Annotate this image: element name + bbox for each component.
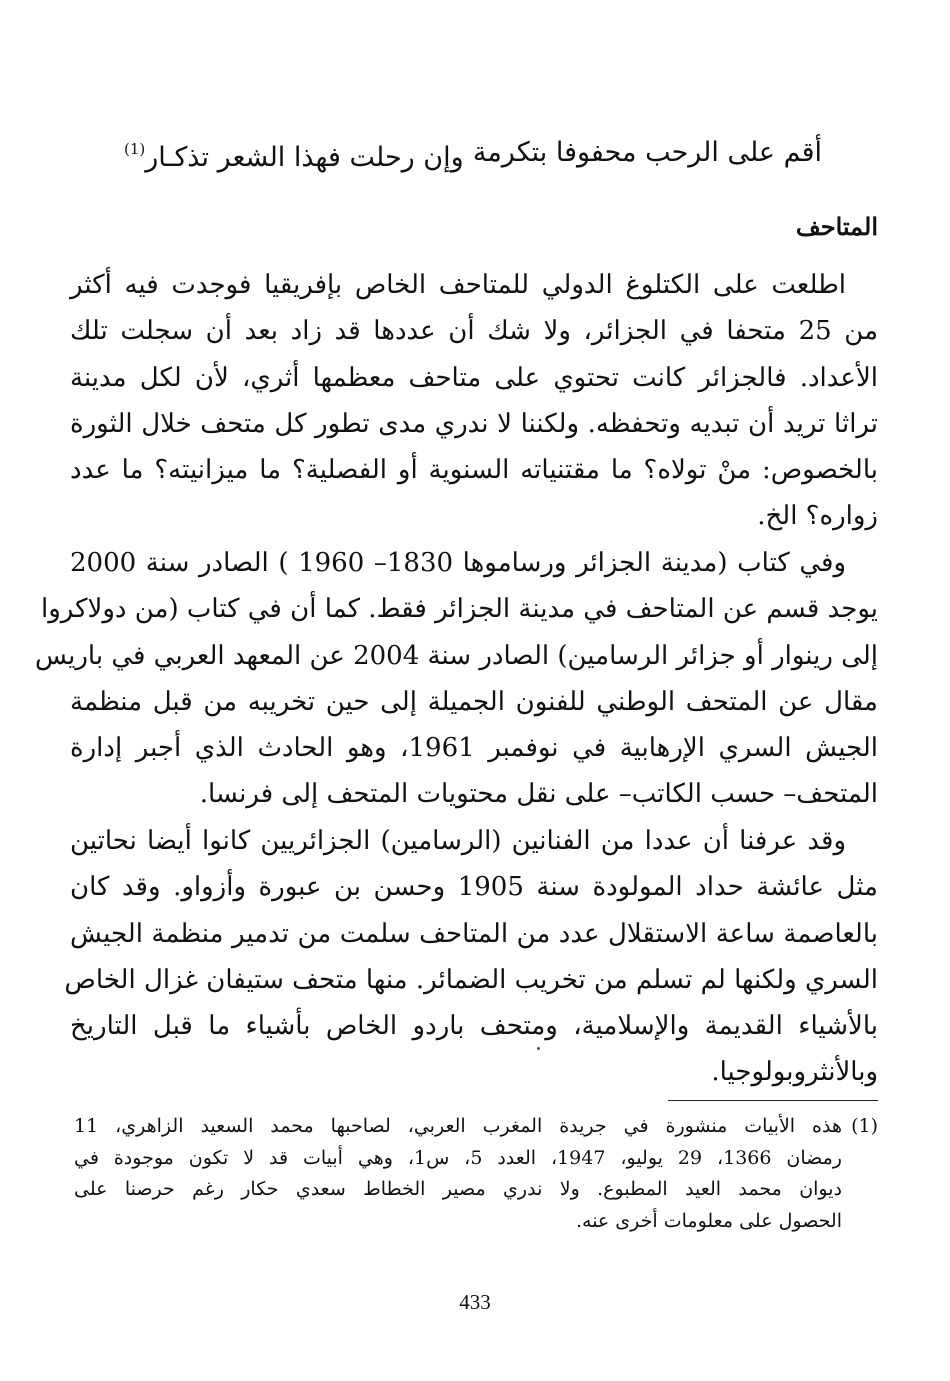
body-paragraph bbox=[64, 818, 878, 1096]
paragraph-line: يوجد قسم عن المتاحف في مدينة الجزائر فقط. كما أن في كتاب (من دولاكروا bbox=[41, 594, 878, 625]
footnote-reference: (1) bbox=[124, 139, 146, 158]
footnote-line: هذه الأبيات منشورة في جريدة المغرب العربي، لصاحبها محمد السعيد الزاهري، 11 bbox=[74, 1115, 842, 1137]
body-paragraph bbox=[34, 540, 879, 818]
footnote-body bbox=[74, 1111, 842, 1237]
paragraph-line: بالعاصمة ساعة الاستقلال عدد من المتاحف سلمت من تدمير منظمة الجيش bbox=[70, 918, 878, 949]
verse-second-hemistich-text: وإن رحلت فهذا الشعر تذكـار bbox=[145, 141, 464, 173]
paragraph-line: وقد عرفنا أن عددا من الفنانين (الرسامين) الجزائريين كانوا أيضا نحاتين bbox=[70, 826, 846, 856]
paragraph-line: المتحف– حسب الكاتب– على نقل محتويات المتحف إلى فرنسا. bbox=[199, 779, 878, 810]
paragraph-line: إلى رينوار أو جزائر الرسامين) الصادر سنة 2004 عن المعهد العربي في باريس bbox=[34, 640, 878, 671]
footnote-line: ديوان محمد العيد المطبوع. ولا ندري مصير الخطاط سعدي حكار رغم حرصنا على bbox=[74, 1178, 842, 1200]
footnote-separator bbox=[668, 1100, 878, 1101]
paragraph-line: مثل عائشة حداد المولودة سنة 1905 وحسن بن عبورة وأزواو. وقد كان bbox=[70, 872, 878, 903]
footnote-line: رمضان 1366، 29 يوليو، 1947، العدد 5، س1، وهي أبيات قد لا تكون موجودة في bbox=[74, 1146, 842, 1169]
poem-verse bbox=[122, 128, 822, 178]
paragraph-line: وفي كتاب (مدينة الجزائر ورساموها 1830– 1960 ) الصادر سنة 2000 bbox=[70, 548, 847, 578]
verse-first-hemistich: أقم على الرحب محفوفا بتكرمة bbox=[472, 137, 822, 168]
footnote-marker: (1) bbox=[851, 1115, 878, 1137]
paragraph-line: وبالأنثروبولوجيا. bbox=[711, 1057, 878, 1088]
body-paragraph bbox=[70, 262, 878, 540]
paragraph-line: من 25 متحفا في الجزائر، ولا شك أن عددها قد زاد بعد أن سجلت تلك bbox=[70, 316, 879, 347]
paragraph-line: السري ولكنها لم تسلم من تخريب الضمائر. منها متحف ستيفان غزال الخاص bbox=[64, 964, 878, 995]
paragraph-line: الجيش السري الإرهابية في نوفمبر 1961، وهو الحادث الذي أجبر إدارة bbox=[70, 733, 879, 764]
paragraph-line: تراثا تريد أن تبديه وتحفظه. ولكننا لا ندري مدى تطور كل متحف خلال الثورة bbox=[70, 408, 878, 439]
paragraph-line: مقال عن المتحف الوطني للفنون الجميلة إلى حين تخريبه من قبل منظمة bbox=[70, 686, 878, 717]
verse-second-hemistich bbox=[122, 124, 464, 183]
page-number: 433 bbox=[459, 1290, 491, 1314]
footnote-line: الحصول على معلومات أخرى عنه. bbox=[575, 1209, 842, 1232]
paragraph-line: اطلعت على الكتلوغ الدولي للمتاحف الخاص بإفريقيا فوجدت فيه أكثر bbox=[70, 270, 846, 300]
section-heading: المتاحف bbox=[795, 212, 878, 241]
print-speck bbox=[537, 1047, 540, 1050]
paragraph-line: بالخصوص: منْ تولاه؟ ما مقتنياته السنوية أو الفصلية؟ ما ميزانيته؟ ما عدد bbox=[70, 455, 878, 486]
footnote-row bbox=[74, 1111, 878, 1237]
footnote bbox=[74, 1111, 878, 1237]
paragraph-line: زواره؟ الخ. bbox=[757, 501, 878, 532]
paragraph-line: بالأشياء القديمة والإسلامية، ومتحف باردو الخاص بأشياء ما قبل التاريخ bbox=[70, 1011, 878, 1042]
paragraph-line: الأعداد. فالجزائر كانت تحتوي على متاحف معظمها أثري، لأن لكل مدينة bbox=[70, 362, 878, 393]
